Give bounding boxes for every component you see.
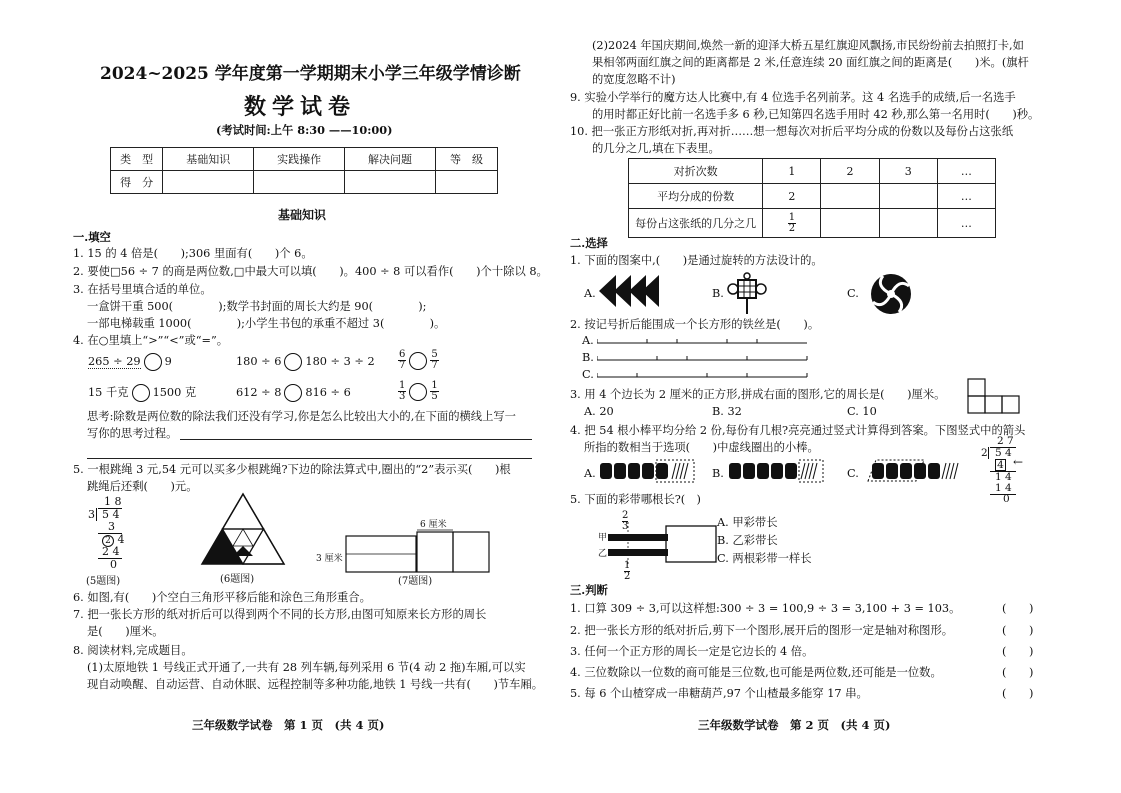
compare-item: $\frac{6}{7}$ $\frac{5}{7}$ <box>399 349 438 371</box>
question-7b: 是( )厘米。 <box>87 625 164 638</box>
option-label[interactable]: C. <box>582 368 594 381</box>
judge-answer[interactable]: ( ) <box>1002 602 1034 615</box>
figure-caption-7: (7题图) <box>398 576 433 587</box>
question-7: 7. 把一张长方形的纸对折后可以得到两个不同的长方形,由图可知原来长方形的周长 <box>73 608 487 621</box>
question-8-1b: 现自动唤醒、自动运营、自动休眠、远程控制等多种功能,地铁 1 号线一共有( )节车厢。 <box>87 678 544 691</box>
compare-circle[interactable] <box>409 352 427 370</box>
score-cell[interactable] <box>163 171 254 194</box>
compare-item: 180 ÷ 6 180 ÷ 3 ÷ 2 <box>236 353 375 371</box>
question-6: 6. 如图,有( )个空白三角形平移后能和涂色三角形重合。 <box>73 591 371 604</box>
arrow-left-icon: ← <box>1013 455 1024 469</box>
option-label[interactable]: B. 乙彩带长 <box>717 534 778 547</box>
figure-caption-5: (5题图) <box>86 576 121 587</box>
option-label[interactable]: A. 甲彩带长 <box>717 516 778 529</box>
compare-item: 265 ÷ 29 9 <box>88 353 172 371</box>
choice-2: 2. 按记号折后能围成一个长方形的铁丝是( )。 <box>570 318 820 331</box>
judge-1: 1. 口算 309 ÷ 3,可以这样想:300 ÷ 3 = 100,9 ÷ 3 = 3,100 + 3 = 103。 <box>570 602 961 615</box>
squares-figure <box>967 378 1023 414</box>
score-header: 基础知识 <box>163 148 254 171</box>
score-header: 等 级 <box>435 148 497 171</box>
fold-header: 2 <box>821 159 879 184</box>
long-division-4: 2 7 2 5 4 4 ← 1 4 1 4 0 <box>981 435 1024 505</box>
judge-2: 2. 把一张长方形的纸对折后,剪下一个图形,展开后的图形一定是轴对称图形。 <box>570 624 954 637</box>
choice-4: 4. 把 54 根小棒平均分给 2 份,每份有几根?亮亮通过竖式计算得到答案。下图竖式中的箭头 <box>570 424 1026 437</box>
judge-answer[interactable]: ( ) <box>1002 624 1034 637</box>
fold-cell: $\frac{1}{2}$ <box>763 209 821 238</box>
fold-cell: 2 <box>763 184 821 209</box>
dimension-label: 3 厘米 <box>316 554 343 564</box>
triangle-figure <box>200 492 286 568</box>
judge-answer[interactable]: ( ) <box>1002 687 1034 700</box>
compare-item: $\frac{1}{3}$ $\frac{1}{5}$ <box>399 380 438 402</box>
part-heading: 三.判断 <box>570 583 608 597</box>
fold-cell: … <box>937 209 995 238</box>
compare-item: 612 ÷ 8 816 ÷ 6 <box>236 384 351 402</box>
option-label[interactable]: A. <box>584 467 596 480</box>
spiral-pattern-icon <box>869 272 913 316</box>
long-division-5: 1 8 3 5 4 3 2 4 2 4 0 <box>88 495 125 571</box>
think-prompt: 写你的思考过程。 <box>87 427 178 440</box>
fold-table <box>628 158 996 238</box>
score-cell[interactable] <box>254 171 345 194</box>
option-label[interactable]: A. <box>584 287 596 300</box>
answer-line[interactable] <box>87 458 532 459</box>
score-header: 解决问题 <box>345 148 436 171</box>
score-row-label: 得 分 <box>111 171 163 194</box>
exam-title: 2024~2025 学年度第一学期期末小学三年级学情诊断 <box>100 64 521 84</box>
question-5b: 跳绳后还剩( )元。 <box>87 480 198 493</box>
fold-cell[interactable] <box>879 209 937 238</box>
page-1 <box>0 0 560 793</box>
choice-4b: 所指的数相当于选项( )中虚线圈出的小棒。 <box>584 441 819 454</box>
question-1: 1. 15 的 4 倍是( );306 里面有( )个 6。 <box>73 247 313 260</box>
question-10b: 的几分之几,填在下表里。 <box>592 142 720 155</box>
option-label[interactable]: C. <box>847 467 859 480</box>
question-9: 9. 实验小学举行的魔方达人比赛中,有 4 位选手名列前茅。这 4 名选手的成绩,后一名选手 <box>570 91 1016 104</box>
compare-circle[interactable] <box>132 384 150 402</box>
question-8-1: (1)太原地铁 1 号线正式开通了,一共有 28 列车辆,每列采用 6 节(4 动 2 拖)车厢,可以实 <box>87 661 526 674</box>
compare-circle[interactable] <box>284 384 302 402</box>
sticks-bundle-a <box>598 459 698 483</box>
ribbon-label: 甲 <box>598 533 608 543</box>
fold-row-label: 平均分成的份数 <box>629 184 763 209</box>
chinese-knot-icon <box>725 272 769 316</box>
option-label[interactable]: B. 32 <box>712 405 742 418</box>
wire-options <box>597 334 817 386</box>
part-heading: 二.选择 <box>570 236 608 250</box>
question-8-2: (2)2024 年国庆期间,焕然一新的迎泽大桥五星红旗迎风飘扬,市民纷纷前去拍照打卡,如 <box>592 39 1024 52</box>
question-3a: 一盒饼干重 500( );数学书封面的周长大约是 90( ); <box>87 300 427 313</box>
exam-subtitle: 数学试卷 <box>244 94 357 120</box>
question-8: 8. 阅读材料,完成题目。 <box>73 644 193 657</box>
dimension-label: 6 厘米 <box>420 520 447 530</box>
sticks-bundle-b <box>727 459 827 483</box>
question-5: 5. 一根跳绳 3 元,54 元可以买多少根跳绳?下边的除法算式中,圈出的“2”表示买( )根 <box>73 463 511 476</box>
question-4: 4. 在○里填上“>”“<”或“=”。 <box>73 334 229 347</box>
score-cell[interactable] <box>435 171 497 194</box>
section-heading: 基础知识 <box>278 208 327 222</box>
score-table <box>110 147 498 194</box>
part-heading: 一.填空 <box>73 230 111 244</box>
choice-3: 3. 用 4 个边长为 2 厘米的正方形,拼成右面的图形,它的周长是( )厘米。 <box>570 388 946 401</box>
option-label[interactable]: C. <box>847 287 859 300</box>
fold-header: 3 <box>879 159 937 184</box>
circled-digit: 2 <box>102 535 114 547</box>
fold-cell[interactable] <box>821 209 879 238</box>
page-footer: 三年级数学试卷 第 2 页 (共 4 页) <box>698 718 891 732</box>
question-3: 3. 在括号里填合适的单位。 <box>73 283 212 296</box>
question-10: 10. 把一张正方形纸对折,再对折……想一想每次对折后平均分成的份数以及每份占这张纸 <box>570 125 1014 138</box>
fold-cell: … <box>937 184 995 209</box>
judge-3: 3. 任何一个正方形的周长一定是它边长的 4 倍。 <box>570 645 814 658</box>
option-label[interactable]: B. <box>712 287 724 300</box>
score-header: 实践操作 <box>254 148 345 171</box>
fold-row-label: 每份占这张纸的几分之几 <box>629 209 763 238</box>
compare-item: 15 千克 1500 克 <box>88 384 196 402</box>
option-label[interactable]: A. <box>582 334 594 347</box>
rectangle-figure <box>345 528 490 574</box>
option-label[interactable]: A. 20 <box>584 405 614 418</box>
option-label[interactable]: C. 两根彩带一样长 <box>717 552 812 565</box>
question-3b: 一部电梯载重 1000( );小学生书包的承重不超过 3( )。 <box>87 317 446 330</box>
sticks-bundle-c <box>864 459 964 483</box>
judge-answer[interactable]: ( ) <box>1002 645 1034 658</box>
fold-header: … <box>937 159 995 184</box>
question-8-2c: 的宽度忽略不计) <box>592 73 676 86</box>
judge-answer[interactable]: ( ) <box>1002 666 1034 679</box>
compare-circle[interactable] <box>409 383 427 401</box>
judge-5: 5. 每 6 个山楂穿成一串糖葫芦,97 个山楂最多能穿 17 串。 <box>570 687 868 700</box>
option-label[interactable]: C. 10 <box>847 405 877 418</box>
fraction-label: 1 2 <box>624 560 631 582</box>
page-footer: 三年级数学试卷 第 1 页 (共 4 页) <box>192 718 385 732</box>
exam-time: (考试时间:上午 8:30 ——10:00) <box>216 123 393 137</box>
think-prompt: 思考:除数是两位数的除法我们还没有学习,你是怎么比较出大小的,在下面的横线上写一 <box>87 410 516 423</box>
option-label[interactable]: B. <box>712 467 724 480</box>
question-8-2b: 果相邻两面红旗之间的距离都是 2 米,任意连续 20 面红旗之间的距离是( )米。(旗杆 <box>592 56 1029 69</box>
question-9b: 的用时都正好比前一名选手多 6 秒,已知第四名选手用时 42 秒,那么第一名用时( )秒。 <box>592 108 1040 121</box>
choice-1: 1. 下面的图案中,( )是通过旋转的方法设计的。 <box>570 254 823 267</box>
score-header: 类 型 <box>111 148 163 171</box>
figure-caption-6: (6题图) <box>220 574 255 585</box>
fold-header: 对折次数 <box>629 159 763 184</box>
fraction-label: 2 3 <box>622 510 629 532</box>
answer-line[interactable] <box>180 439 532 440</box>
judge-4: 4. 三位数除以一位数的商可能是三位数,也可能是两位数,还可能是一位数。 <box>570 666 942 679</box>
option-label[interactable]: B. <box>582 351 594 364</box>
fold-cell[interactable] <box>821 184 879 209</box>
arrow-pattern-icon <box>598 274 660 308</box>
question-2: 2. 要使□56 ÷ 7 的商是两位数,□中最大可以填( )。400 ÷ 8 可以看作( )个十除以 8。 <box>73 265 548 278</box>
choice-5: 5. 下面的彩带哪根长?( ) <box>570 493 701 506</box>
fold-header: 1 <box>763 159 821 184</box>
score-cell[interactable] <box>345 171 436 194</box>
page-2 <box>562 0 1121 793</box>
compare-circle[interactable] <box>284 353 302 371</box>
compare-circle[interactable] <box>144 353 162 371</box>
fold-cell[interactable] <box>879 184 937 209</box>
ribbon-label: 乙 <box>598 549 608 559</box>
